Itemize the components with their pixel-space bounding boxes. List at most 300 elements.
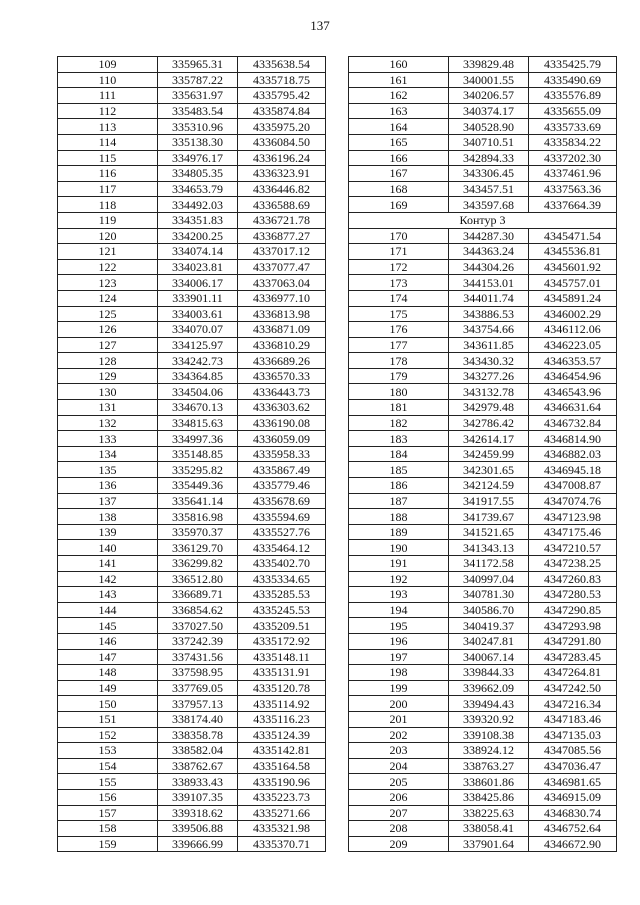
table-row — [349, 228, 617, 244]
coordinate-x: 337242.39 — [158, 633, 238, 649]
coordinate-y: 4335576.89 — [529, 88, 617, 104]
coordinate-x: 343132.78 — [449, 384, 529, 400]
coordinate-y: 4347135.03 — [529, 727, 617, 743]
point-number: 124 — [58, 290, 158, 306]
coordinate-x: 339494.43 — [449, 696, 529, 712]
table-row — [58, 462, 326, 478]
point-number: 144 — [58, 602, 158, 618]
coordinate-x: 337901.64 — [449, 836, 529, 852]
coordinate-x: 337769.05 — [158, 680, 238, 696]
coordinate-y: 4335209.51 — [238, 618, 326, 634]
table-row — [349, 587, 617, 603]
table-row — [349, 197, 617, 213]
table-row — [349, 88, 617, 104]
coordinate-y: 4347008.87 — [529, 478, 617, 494]
coordinate-x: 338762.67 — [158, 758, 238, 774]
coordinate-y: 4335867.49 — [238, 462, 326, 478]
coordinate-y: 4337017.12 — [238, 244, 326, 260]
coordinate-y: 4336059.09 — [238, 431, 326, 447]
coordinate-y: 4335975.20 — [238, 119, 326, 135]
table-row — [349, 103, 617, 119]
coordinate-x: 334351.83 — [158, 212, 238, 228]
coordinate-y: 4335425.79 — [529, 57, 617, 73]
coordinate-y: 4335131.91 — [238, 665, 326, 681]
coordinate-x: 342301.65 — [449, 462, 529, 478]
point-number: 120 — [58, 228, 158, 244]
coordinate-y: 4347264.81 — [529, 665, 617, 681]
coordinate-y: 4335142.81 — [238, 743, 326, 759]
point-number: 189 — [349, 524, 449, 540]
table-row — [58, 524, 326, 540]
table-row — [349, 134, 617, 150]
point-number: 165 — [349, 134, 449, 150]
point-number: 170 — [349, 228, 449, 244]
coordinate-x: 334023.81 — [158, 259, 238, 275]
point-number: 129 — [58, 368, 158, 384]
coordinate-y: 4337664.39 — [529, 197, 617, 213]
point-number: 182 — [349, 415, 449, 431]
point-number: 153 — [58, 743, 158, 759]
coordinate-y: 4347280.53 — [529, 587, 617, 603]
coordinate-x: 334653.79 — [158, 181, 238, 197]
coordinate-y: 4335148.11 — [238, 649, 326, 665]
table-row — [349, 150, 617, 166]
coordinate-x: 339108.38 — [449, 727, 529, 743]
coordinate-x: 337598.95 — [158, 665, 238, 681]
table-row — [349, 649, 617, 665]
point-number: 195 — [349, 618, 449, 634]
coordinate-x: 334805.35 — [158, 166, 238, 182]
point-number: 141 — [58, 556, 158, 572]
coordinate-y: 4337063.04 — [238, 275, 326, 291]
coordinate-x: 339662.09 — [449, 680, 529, 696]
point-number: 164 — [349, 119, 449, 135]
table-row — [349, 337, 617, 353]
coordinate-x: 338358.78 — [158, 727, 238, 743]
coordinate-x: 335449.36 — [158, 478, 238, 494]
coordinate-x: 339318.62 — [158, 805, 238, 821]
point-number: 160 — [349, 57, 449, 73]
point-number: 111 — [58, 88, 158, 104]
coordinate-y: 4335223.73 — [238, 789, 326, 805]
table-row — [349, 665, 617, 681]
table-row — [58, 57, 326, 73]
point-number: 136 — [58, 478, 158, 494]
point-number: 115 — [58, 150, 158, 166]
table-row — [58, 88, 326, 104]
table-row — [349, 805, 617, 821]
table-row — [349, 181, 617, 197]
coordinate-x: 335148.85 — [158, 446, 238, 462]
table-row — [349, 400, 617, 416]
table-row — [58, 400, 326, 416]
coordinate-x: 335965.31 — [158, 57, 238, 73]
coordinate-x: 336854.62 — [158, 602, 238, 618]
table-row — [58, 134, 326, 150]
coordinate-y: 4335594.69 — [238, 509, 326, 525]
table-row — [58, 166, 326, 182]
coordinate-y: 4347074.76 — [529, 493, 617, 509]
table-row — [349, 571, 617, 587]
coordinate-x: 334504.06 — [158, 384, 238, 400]
table-row — [58, 758, 326, 774]
point-number: 200 — [349, 696, 449, 712]
coordinates-table-left-body — [58, 57, 326, 852]
point-number: 119 — [58, 212, 158, 228]
table-row — [349, 774, 617, 790]
table-row — [349, 758, 617, 774]
coordinate-x: 334815.63 — [158, 415, 238, 431]
coordinate-y: 4336443.73 — [238, 384, 326, 400]
table-row — [58, 805, 326, 821]
coordinate-x: 338933.43 — [158, 774, 238, 790]
coordinate-x: 336129.70 — [158, 540, 238, 556]
point-number: 145 — [58, 618, 158, 634]
coordinate-y: 4347085.56 — [529, 743, 617, 759]
coordinate-x: 339506.88 — [158, 821, 238, 837]
coordinate-y: 4347291.80 — [529, 633, 617, 649]
point-number: 148 — [58, 665, 158, 681]
point-number: 175 — [349, 306, 449, 322]
table-row — [349, 259, 617, 275]
point-number: 161 — [349, 72, 449, 88]
coordinate-x: 344153.01 — [449, 275, 529, 291]
coordinate-x: 333901.11 — [158, 290, 238, 306]
coordinate-y: 4336570.33 — [238, 368, 326, 384]
point-number: 131 — [58, 400, 158, 416]
table-row — [58, 275, 326, 291]
point-number: 139 — [58, 524, 158, 540]
coordinate-x: 343430.32 — [449, 353, 529, 369]
table-row — [349, 711, 617, 727]
coordinate-x: 334074.14 — [158, 244, 238, 260]
coordinate-x: 334670.13 — [158, 400, 238, 416]
point-number: 133 — [58, 431, 158, 447]
coordinate-x: 340781.30 — [449, 587, 529, 603]
coordinate-y: 4335120.78 — [238, 680, 326, 696]
coordinate-x: 335138.30 — [158, 134, 238, 150]
point-number: 206 — [349, 789, 449, 805]
table-row — [58, 743, 326, 759]
coordinate-x: 342786.42 — [449, 415, 529, 431]
coordinate-y: 4335172.92 — [238, 633, 326, 649]
table-row — [58, 306, 326, 322]
coordinate-y: 4347216.34 — [529, 696, 617, 712]
coordinate-y: 4346945.18 — [529, 462, 617, 478]
coordinate-y: 4347260.83 — [529, 571, 617, 587]
table-row — [58, 587, 326, 603]
coordinate-x: 334997.36 — [158, 431, 238, 447]
point-number: 151 — [58, 711, 158, 727]
point-number: 188 — [349, 509, 449, 525]
point-number: 204 — [349, 758, 449, 774]
coordinate-y: 4347293.98 — [529, 618, 617, 634]
coordinates-table-right — [348, 56, 617, 852]
coordinate-y: 4346830.74 — [529, 805, 617, 821]
coordinate-x: 342894.33 — [449, 150, 529, 166]
table-row — [58, 228, 326, 244]
coordinate-y: 4335124.39 — [238, 727, 326, 743]
coordinate-y: 4345471.54 — [529, 228, 617, 244]
coordinate-y: 4337563.36 — [529, 181, 617, 197]
point-number: 178 — [349, 353, 449, 369]
coordinate-y: 4336977.10 — [238, 290, 326, 306]
table-row — [58, 680, 326, 696]
point-number: 114 — [58, 134, 158, 150]
table-row — [349, 556, 617, 572]
coordinate-x: 335295.82 — [158, 462, 238, 478]
coordinate-x: 338425.86 — [449, 789, 529, 805]
table-row — [349, 244, 617, 260]
table-row — [58, 602, 326, 618]
coordinate-x: 337027.50 — [158, 618, 238, 634]
coordinate-y: 4335334.65 — [238, 571, 326, 587]
coordinate-x: 338601.86 — [449, 774, 529, 790]
coordinate-x: 336689.71 — [158, 587, 238, 603]
table-row — [58, 478, 326, 494]
table-row — [349, 618, 617, 634]
point-number: 134 — [58, 446, 158, 462]
coordinate-x: 334976.17 — [158, 150, 238, 166]
coordinate-x: 334006.17 — [158, 275, 238, 291]
coordinate-x: 340001.55 — [449, 72, 529, 88]
coordinate-y: 4335638.54 — [238, 57, 326, 73]
table-row — [349, 72, 617, 88]
coordinate-y: 4345536.81 — [529, 244, 617, 260]
table-row — [349, 509, 617, 525]
coordinate-x: 343886.53 — [449, 306, 529, 322]
coordinate-y: 4336303.62 — [238, 400, 326, 416]
point-number: 154 — [58, 758, 158, 774]
coordinate-y: 4346814.90 — [529, 431, 617, 447]
table-row — [58, 509, 326, 525]
contour-header-row — [349, 212, 617, 228]
coordinate-y: 4347183.46 — [529, 711, 617, 727]
table-row — [349, 821, 617, 837]
table-row — [58, 244, 326, 260]
coordinate-x: 343611.85 — [449, 337, 529, 353]
coordinate-y: 4336877.27 — [238, 228, 326, 244]
point-number: 157 — [58, 805, 158, 821]
coordinate-x: 343754.66 — [449, 322, 529, 338]
table-row — [58, 212, 326, 228]
coordinate-x: 339666.99 — [158, 836, 238, 852]
point-number: 125 — [58, 306, 158, 322]
point-number: 146 — [58, 633, 158, 649]
coordinate-y: 4336446.82 — [238, 181, 326, 197]
coordinate-x: 340528.90 — [449, 119, 529, 135]
point-number: 193 — [349, 587, 449, 603]
table-row — [349, 384, 617, 400]
coordinate-y: 4335116.23 — [238, 711, 326, 727]
point-number: 162 — [349, 88, 449, 104]
coordinate-x: 337957.13 — [158, 696, 238, 712]
point-number: 181 — [349, 400, 449, 416]
coordinate-y: 4335874.84 — [238, 103, 326, 119]
coordinate-y: 4347036.47 — [529, 758, 617, 774]
coordinate-y: 4335285.53 — [238, 587, 326, 603]
point-number: 135 — [58, 462, 158, 478]
coordinate-x: 339107.35 — [158, 789, 238, 805]
point-number: 138 — [58, 509, 158, 525]
coordinate-x: 342979.48 — [449, 400, 529, 416]
coordinate-y: 4347123.98 — [529, 509, 617, 525]
point-number: 179 — [349, 368, 449, 384]
table-row — [58, 431, 326, 447]
table-row — [58, 665, 326, 681]
coordinate-x: 335310.96 — [158, 119, 238, 135]
table-row — [58, 290, 326, 306]
point-number: 130 — [58, 384, 158, 400]
point-number: 143 — [58, 587, 158, 603]
coordinate-y: 4347290.85 — [529, 602, 617, 618]
coordinate-x: 342459.99 — [449, 446, 529, 462]
table-row — [58, 789, 326, 805]
table-row — [349, 478, 617, 494]
coordinate-y: 4335733.69 — [529, 119, 617, 135]
coordinate-x: 338763.27 — [449, 758, 529, 774]
point-number: 142 — [58, 571, 158, 587]
point-number: 201 — [349, 711, 449, 727]
point-number: 168 — [349, 181, 449, 197]
table-row — [58, 119, 326, 135]
table-row — [58, 493, 326, 509]
coordinate-x: 334200.25 — [158, 228, 238, 244]
coordinate-x: 342124.59 — [449, 478, 529, 494]
coordinate-x: 335787.22 — [158, 72, 238, 88]
table-row — [58, 322, 326, 338]
table-row — [349, 119, 617, 135]
coordinate-x: 340206.57 — [449, 88, 529, 104]
coordinate-x: 338582.04 — [158, 743, 238, 759]
table-row — [58, 711, 326, 727]
point-number: 109 — [58, 57, 158, 73]
coordinate-y: 4345891.24 — [529, 290, 617, 306]
point-number: 203 — [349, 743, 449, 759]
coordinate-x: 334003.61 — [158, 306, 238, 322]
point-number: 205 — [349, 774, 449, 790]
coordinate-y: 4347283.45 — [529, 649, 617, 665]
coordinate-x: 336512.80 — [158, 571, 238, 587]
coordinate-y: 4346915.09 — [529, 789, 617, 805]
coordinate-x: 340374.17 — [449, 103, 529, 119]
point-number: 169 — [349, 197, 449, 213]
coordinate-x: 335631.97 — [158, 88, 238, 104]
page-number: 137 — [310, 18, 330, 33]
point-number: 186 — [349, 478, 449, 494]
coordinate-y: 4346223.05 — [529, 337, 617, 353]
table-row — [349, 540, 617, 556]
coordinate-y: 4346882.03 — [529, 446, 617, 462]
coordinates-table-left — [57, 56, 326, 852]
table-row — [58, 556, 326, 572]
point-number: 177 — [349, 337, 449, 353]
coordinate-y: 4336190.08 — [238, 415, 326, 431]
coordinate-y: 4336084.50 — [238, 134, 326, 150]
point-number: 112 — [58, 103, 158, 119]
table-row — [58, 181, 326, 197]
coordinate-y: 4347238.25 — [529, 556, 617, 572]
table-row — [349, 680, 617, 696]
coordinate-x: 335483.54 — [158, 103, 238, 119]
coordinate-y: 4346752.64 — [529, 821, 617, 837]
coordinate-y: 4346543.96 — [529, 384, 617, 400]
coordinate-y: 4335464.12 — [238, 540, 326, 556]
coordinate-x: 341343.13 — [449, 540, 529, 556]
table-row — [58, 696, 326, 712]
table-row — [58, 571, 326, 587]
point-number: 122 — [58, 259, 158, 275]
coordinate-y: 4337461.96 — [529, 166, 617, 182]
coordinate-y: 4335958.33 — [238, 446, 326, 462]
table-row — [349, 368, 617, 384]
coordinate-x: 340419.37 — [449, 618, 529, 634]
coordinate-y: 4335779.46 — [238, 478, 326, 494]
coordinate-y: 4337077.47 — [238, 259, 326, 275]
table-row — [58, 836, 326, 852]
coordinate-x: 344287.30 — [449, 228, 529, 244]
table-row — [349, 743, 617, 759]
table-row — [58, 353, 326, 369]
table-row — [349, 789, 617, 805]
point-number: 166 — [349, 150, 449, 166]
point-number: 155 — [58, 774, 158, 790]
point-number: 110 — [58, 72, 158, 88]
coordinate-x: 334492.03 — [158, 197, 238, 213]
table-row — [58, 821, 326, 837]
point-number: 132 — [58, 415, 158, 431]
point-number: 116 — [58, 166, 158, 182]
table-row — [349, 275, 617, 291]
coordinate-x: 340247.81 — [449, 633, 529, 649]
point-number: 128 — [58, 353, 158, 369]
table-row — [58, 72, 326, 88]
table-row — [349, 524, 617, 540]
coordinate-x: 335641.14 — [158, 493, 238, 509]
table-row — [349, 446, 617, 462]
point-number: 123 — [58, 275, 158, 291]
point-number: 198 — [349, 665, 449, 681]
coordinate-y: 4345601.92 — [529, 259, 617, 275]
coordinate-y: 4346672.90 — [529, 836, 617, 852]
point-number: 156 — [58, 789, 158, 805]
table-row — [58, 649, 326, 665]
table-row — [58, 618, 326, 634]
coordinate-y: 4346631.64 — [529, 400, 617, 416]
table-row — [58, 774, 326, 790]
coordinate-y: 4346353.57 — [529, 353, 617, 369]
coordinate-y: 4335245.53 — [238, 602, 326, 618]
coordinate-x: 343277.26 — [449, 368, 529, 384]
table-row — [349, 353, 617, 369]
table-row — [58, 259, 326, 275]
coordinate-y: 4336810.29 — [238, 337, 326, 353]
table-row — [349, 431, 617, 447]
coordinate-y: 4347242.50 — [529, 680, 617, 696]
coordinates-table-right-body — [349, 57, 617, 852]
point-number: 117 — [58, 181, 158, 197]
point-number: 183 — [349, 431, 449, 447]
coordinate-x: 337431.56 — [158, 649, 238, 665]
point-number: 159 — [58, 836, 158, 852]
coordinate-x: 344304.26 — [449, 259, 529, 275]
coordinate-x: 344011.74 — [449, 290, 529, 306]
table-row — [349, 57, 617, 73]
point-number: 163 — [349, 103, 449, 119]
table-row — [349, 633, 617, 649]
coordinate-y: 4335402.70 — [238, 556, 326, 572]
coordinate-x: 338225.63 — [449, 805, 529, 821]
